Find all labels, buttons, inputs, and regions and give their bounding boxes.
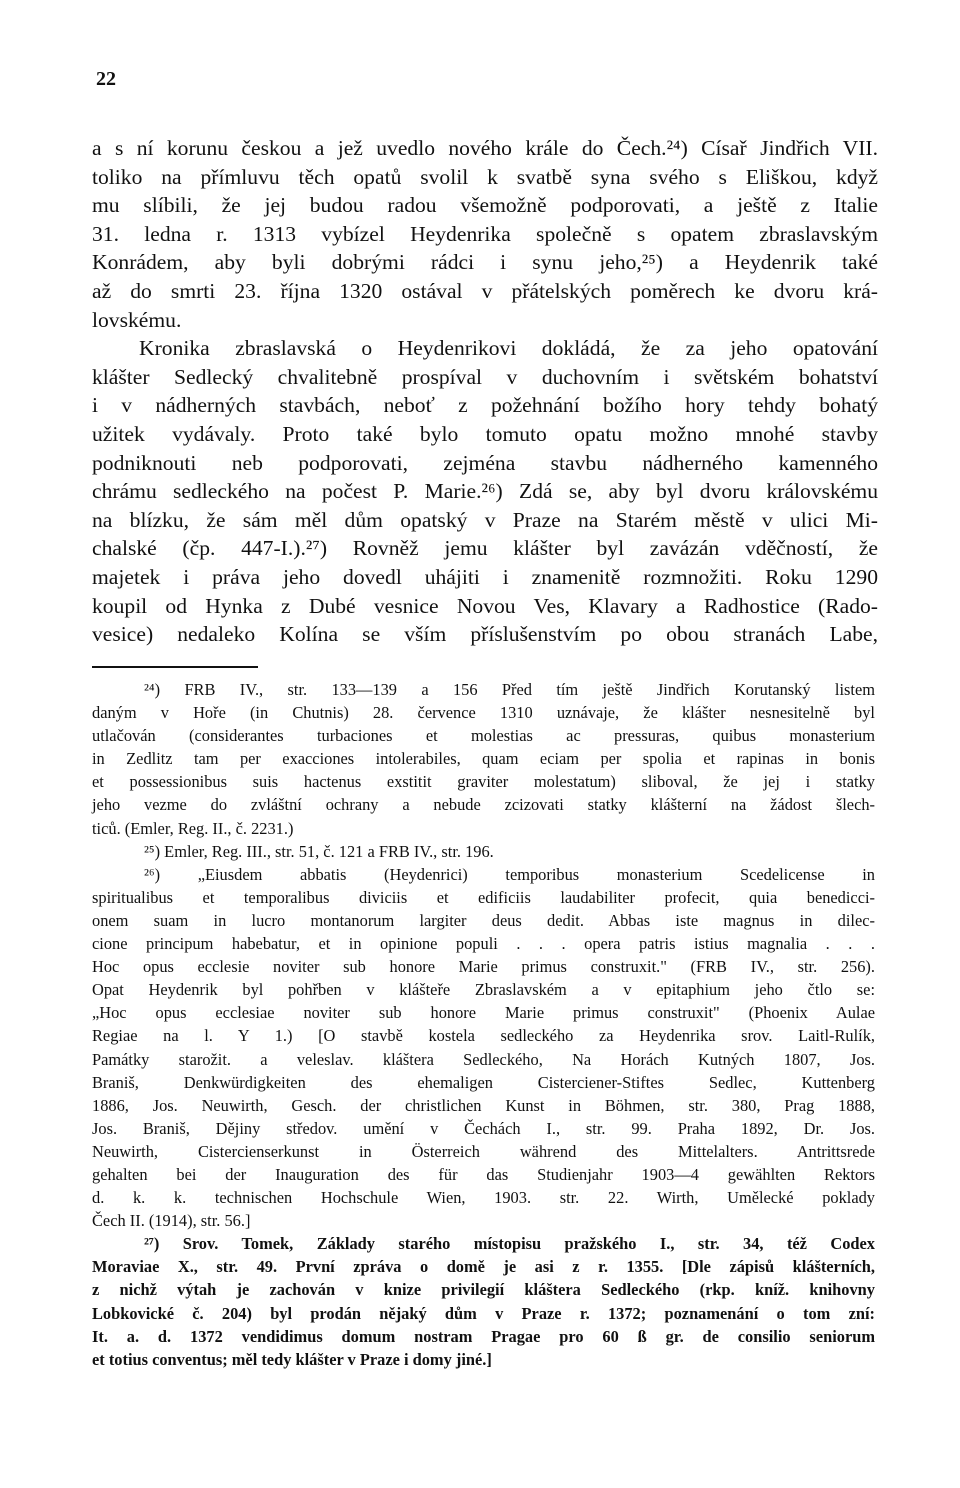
text-line: koupil od Hynka z Dubé vesnice Novou Ves, Klavary a Radhostice (Rado- <box>92 593 878 618</box>
footnote-line: ²⁷) Srov. Tomek, Základy starého místopisu pražského I., str. 34, též Codex <box>144 1234 875 1254</box>
footnote-line: ticů. (Emler, Reg. II., č. 2231.) <box>92 818 294 838</box>
text-line: užitek vydávaly. Proto také bylo tomuto opatu možno mnohé stavby <box>92 421 878 446</box>
text-line: mu slíbili, že jej budou radou všemožně podporovati, a ještě z Italie <box>92 193 878 218</box>
footnote-line: spiritualibus et temporalibus diviciis et edificiis laudabiliter profecit, quia benedicci- <box>92 887 875 907</box>
text-line: chalské (čp. 447-I.).²⁷) Rovněž jemu klášter byl zavázán vděčností, že <box>92 536 878 561</box>
footnote-line: Hoc opus ecclesie noviter sub honore Marie primus construxit." (FRB IV., str. 256). <box>92 957 875 977</box>
text-line: na blízku, že sám měl dům opatský v Praze na Starém městě v ulici Mi- <box>92 507 878 532</box>
text-line: podniknouti neb podporovati, zejména stavbu nádherného kamenného <box>92 450 878 475</box>
footnote-line: Moraviae X., str. 49. První zpráva o domě je asi z r. 1355. [Dle zápisů klášterních, <box>92 1257 875 1277</box>
footnote-line: et possessionibus suis hactenus exstitit graviter molestatum) sliboval, že jej i statky <box>92 772 875 792</box>
footnote-line: onem suam in lucro montanorum largiter deus dedit. Abbas iste magnus in dilec- <box>92 910 875 930</box>
text-line: a s ní korunu českou a jež uvedlo nového krále do Čech.²⁴) Císař Jindřich VII. <box>92 136 878 160</box>
footnote-line: Čech II. (1914), str. 56.] <box>92 1211 251 1231</box>
footnote-line: Braniš, Denkwürdigkeiten des ehemaligen Cisterciener-Stiftes Sedlec, Kuttenberg <box>92 1072 875 1092</box>
text-line: až do smrti 23. října 1320 ostával v přátelských poměrech ke dvoru krá- <box>92 278 878 303</box>
footnote-line: gehalten bei der Inauguration des für das Studienjahr 1903—4 gewählten Rektors <box>92 1164 875 1184</box>
text-line: Kronika zbraslavská o Heydenrikovi dokládá, že za jeho opatování <box>139 336 878 361</box>
text-line: lovskému. <box>92 307 182 332</box>
footnote-line: ²⁶) „Eiusdem abbatis (Heydenrici) temporibus monasterium Scedelicense in <box>144 864 875 884</box>
footnote-line: utlačován (considerantes turbaciones et molestias ac pressuras, quibus monasterium <box>92 726 875 746</box>
text-line: majetek i práva jeho dovedl uhájiti i znamenitě rozmnožiti. Roku 1290 <box>92 564 878 589</box>
footnote-line: z nichž výtah je zachován v knize privilegií kláštera Sedleckého (rkp. kníž. knihovny <box>92 1280 875 1300</box>
footnote-line: „Hoc opus ecclesiae noviter sub honore Marie primus construxit" (Phoenix Aulae <box>92 1003 875 1023</box>
page-number: 22 <box>96 68 116 90</box>
footnote-line: Opat Heydenrik byl pohřben v klášteře Zbraslavském a v epitaphium jeho čtlo se: <box>92 980 875 1000</box>
text-line: chrámu sedleckého na počest P. Marie.²⁶) Zdá se, aby byl dvoru královskému <box>92 479 878 504</box>
text-line: vesice) nedaleko Kolína se vším příslušenstvím po obou stranách Labe, <box>92 622 878 647</box>
text-line: klášter Sedlecký chvalitebně prospíval v duchovním i světském bohatství <box>92 364 878 389</box>
footnotes <box>92 678 875 1371</box>
footnote-line: ²⁴) FRB IV., str. 133—139 a 156 Před tím ještě Jindřich Korutanský listem <box>144 680 875 699</box>
main-text <box>92 134 878 649</box>
text-line: i v nádherných stavbách, neboť z požehnání božího hory tehdy bohatý <box>92 393 878 418</box>
footnote-line: Neuwirth, Cistercienserkunst in Österreich während des Mittelalters. Antrittsrede <box>92 1141 875 1161</box>
text-line: 31. ledna r. 1313 vybízel Heydenrika společně s opatem zbraslavským <box>92 221 878 246</box>
footnote-line: et totius conventus; měl tedy klášter v Praze i domy jiné.] <box>92 1349 492 1369</box>
text-line: Konrádem, aby byli dobrými rádci i synu jeho,²⁵) a Heydenrik také <box>92 250 878 275</box>
footnote-line: Lobkovické č. 204) byl prodán nějaký dům v Praze r. 1372; poznamenání o tom zní: <box>92 1303 875 1323</box>
footnote-line: Jos. Braniš, Dějiny středov. umění v Čechách I., str. 99. Praha 1892, Dr. Jos. <box>92 1118 875 1138</box>
footnote-line: jeho vezme do zvláštní ochrany a nebude zcizovati statky klášterní na žádost šlech- <box>92 795 875 815</box>
text-line: toliko na přímluvu těch opatů svolil k svatbě syna svého s Eliškou, když <box>92 164 878 189</box>
footnote-line: in Zedlitz tam per exacciones intolerabiles, quam eciam per spolia et rapinas in bonis <box>92 749 875 769</box>
footnote-line: d. k. k. technischen Hochschule Wien, 1903. str. 22. Wirth, Umělecké poklady <box>92 1188 875 1208</box>
footnote-line: daným v Hoře (in Chutnis) 28. července 1310 uznávaje, že klášter nesnesitelně byl <box>92 703 875 723</box>
footnote-line: 1886, Jos. Neuwirth, Gesch. der christlichen Kunst in Böhmen, str. 380, Prag 1888, <box>92 1095 875 1115</box>
footnote-line: ²⁵) Emler, Reg. III., str. 51, č. 121 a FRB IV., str. 196. <box>144 841 494 861</box>
footnote-line: Regiae na l. Y 1.) [O stavbě kostela sedleckého za Heydenrika srov. Laitl-Rulík, <box>92 1026 875 1046</box>
footnote-line: It. a. d. 1372 vendidimus domum nostram Pragae pro 60 ß gr. de consilio seniorum <box>92 1326 875 1346</box>
footnote-divider <box>92 666 258 668</box>
footnote-line: Památky starožit. a veleslav. kláštera Sedleckého, Na Horách Kutných 1807, Jos. <box>92 1049 875 1069</box>
footnote-line: cione principum habebatur, et in opinione populi . . . opera patris istius magnalia . . . <box>92 934 875 954</box>
